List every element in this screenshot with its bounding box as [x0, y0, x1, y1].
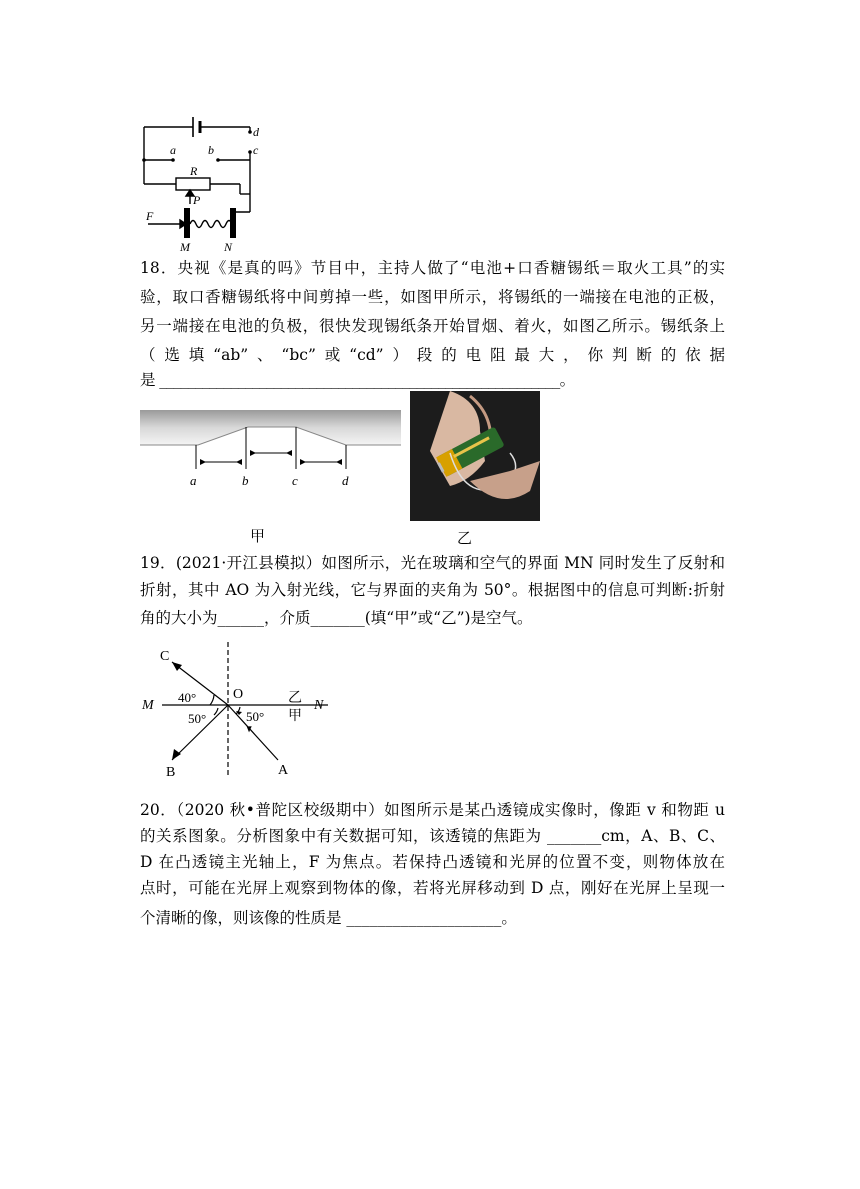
- label-R: R: [190, 164, 198, 178]
- circuit-diagram: [138, 112, 278, 254]
- foil-label-a: a: [190, 473, 197, 488]
- q18-line-5: 是 ________________________________________________________。: [140, 371, 575, 389]
- caption-jia: 甲: [250, 527, 266, 545]
- q18-line-4: （选填“ab”、“bc”或“cd”）段的电阻最大，你判断的依据: [140, 346, 725, 364]
- foil-label-c: c: [292, 473, 298, 488]
- label-A: A: [278, 763, 289, 778]
- q20-line-2: 的关系图象。分析图象中有关数据可知，该透镜的焦距为 _______cm，A、B、C、: [140, 827, 725, 845]
- caption-yi: 乙: [457, 529, 473, 547]
- battery-foil-photo: [410, 391, 540, 521]
- angle-40: 40°: [178, 690, 197, 705]
- foil-strip-figure: [138, 405, 403, 490]
- label-F: F: [146, 209, 154, 223]
- label-N: N: [224, 240, 233, 254]
- label-M: M: [180, 240, 190, 254]
- label-a: a: [170, 143, 176, 157]
- foil-label-b: b: [242, 473, 249, 488]
- label-M-interface: M: [142, 698, 154, 713]
- angle-50-left: 50°: [188, 711, 207, 726]
- label-B: B: [166, 765, 176, 780]
- q20-line-5: 个清晰的像，则该像的性质是 ____________________。: [140, 909, 517, 927]
- refraction-diagram: [140, 640, 340, 780]
- q18-line-1: 18．央视《是真的吗》节目中，主持人做了“电池+口香糖锡纸＝取火工具”的实: [140, 259, 725, 277]
- q20-line-4: 点时，可能在光屏上观察到物体的像，若将光屏移动到 D 点，刚好在光屏上呈现一: [140, 879, 725, 897]
- foil-label-d: d: [342, 473, 349, 488]
- q19-line-3: 角的大小为______，介质_______(填“甲”或“乙”)是空气。: [140, 609, 533, 627]
- q19-line-1: 19．(2021·开江县模拟）如图所示，光在玻璃和空气的界面 MN 同时发生了反射和: [140, 554, 725, 572]
- q18-line-2: 验，取口香糖锡纸将中间剪掉一些，如图甲所示，将锡纸的一端接在电池的正极，: [140, 288, 725, 306]
- label-O: O: [233, 687, 244, 702]
- q20-line-3: D 在凸透镜主光轴上，F 为焦点。若保持凸透镜和光屏的位置不变，则物体放在: [140, 853, 725, 871]
- label-d: d: [253, 125, 259, 139]
- label-b: b: [208, 143, 214, 157]
- q18-line-3: 另一端接在电池的负极，很快发现锡纸条开始冒烟、着火，如图乙所示。锡纸条上: [140, 317, 725, 335]
- angle-50-right: 50°: [246, 709, 265, 724]
- label-C: C: [160, 649, 170, 664]
- q19-line-2: 折射，其中 AO 为入射光线，它与界面的夹角为 50°。根据图中的信息可判断:折射: [140, 581, 725, 599]
- label-yi-medium: 乙: [288, 691, 302, 706]
- label-jia-medium: 甲: [288, 709, 302, 724]
- q20-line-1: 20．（2020 秋•普陀区校级期中）如图所示是某凸透镜成实像时，像距 v 和物距 u: [140, 801, 725, 819]
- label-N-interface: N: [314, 698, 324, 713]
- label-c: c: [253, 143, 259, 157]
- label-P: P: [193, 193, 201, 207]
